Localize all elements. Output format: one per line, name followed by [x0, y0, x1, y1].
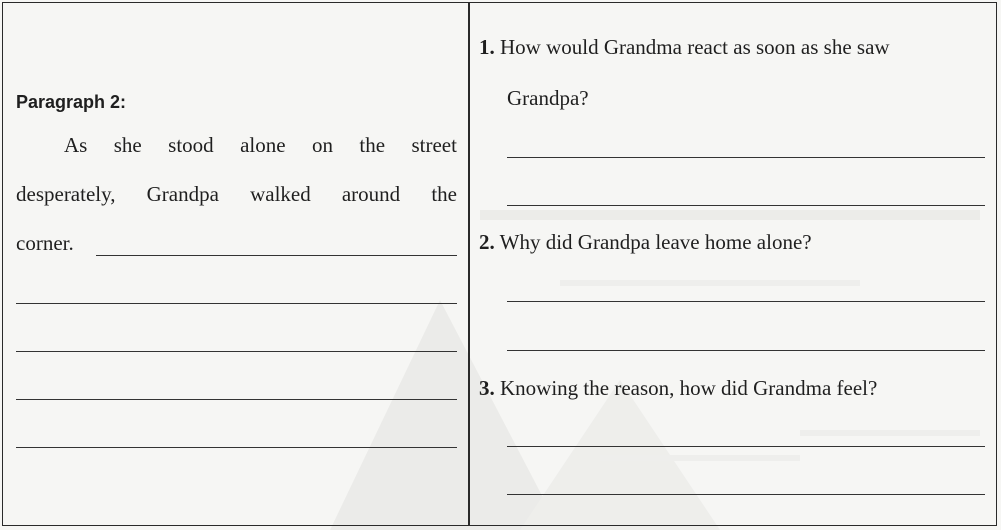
word: alone — [240, 133, 286, 157]
word: the — [359, 133, 386, 157]
question-number: 1. — [479, 35, 495, 59]
answer-line[interactable] — [507, 301, 985, 302]
answer-line[interactable] — [16, 351, 457, 352]
question-text: Why did Grandpa leave home alone? — [499, 230, 812, 254]
column-divider — [468, 2, 470, 526]
question-text: Knowing the reason, how did Grandma feel? — [500, 376, 878, 400]
answer-line[interactable] — [16, 303, 457, 304]
question-1-continued: Grandpa? — [507, 86, 589, 110]
question-text: How would Grandma react as soon as she saw — [500, 35, 890, 59]
paragraph-line-2 — [16, 180, 457, 208]
question-1 — [479, 33, 890, 61]
answer-line[interactable] — [507, 205, 985, 206]
answer-line[interactable] — [507, 157, 985, 158]
question-number: 2. — [479, 230, 495, 254]
paragraph-heading: Paragraph 2: — [16, 92, 127, 112]
word: she — [113, 133, 142, 157]
word: As — [64, 133, 88, 157]
answer-line[interactable] — [96, 255, 457, 256]
word: desperately, — [16, 182, 116, 206]
word: walked — [250, 182, 311, 206]
word: on — [311, 133, 333, 157]
answer-line[interactable] — [16, 399, 457, 400]
answer-line[interactable] — [507, 446, 985, 447]
word: around — [341, 182, 401, 206]
word: Grandpa — [146, 182, 219, 206]
paragraph-line-3: corner. — [16, 231, 74, 255]
word: the — [431, 182, 457, 206]
paragraph-line-1 — [64, 131, 457, 159]
question-2 — [479, 228, 812, 256]
answer-line[interactable] — [16, 447, 457, 448]
word: stood — [168, 133, 214, 157]
word: street — [411, 133, 457, 157]
answer-line[interactable] — [507, 494, 985, 495]
answer-line[interactable] — [507, 350, 985, 351]
question-number: 3. — [479, 376, 495, 400]
question-3 — [479, 374, 877, 402]
